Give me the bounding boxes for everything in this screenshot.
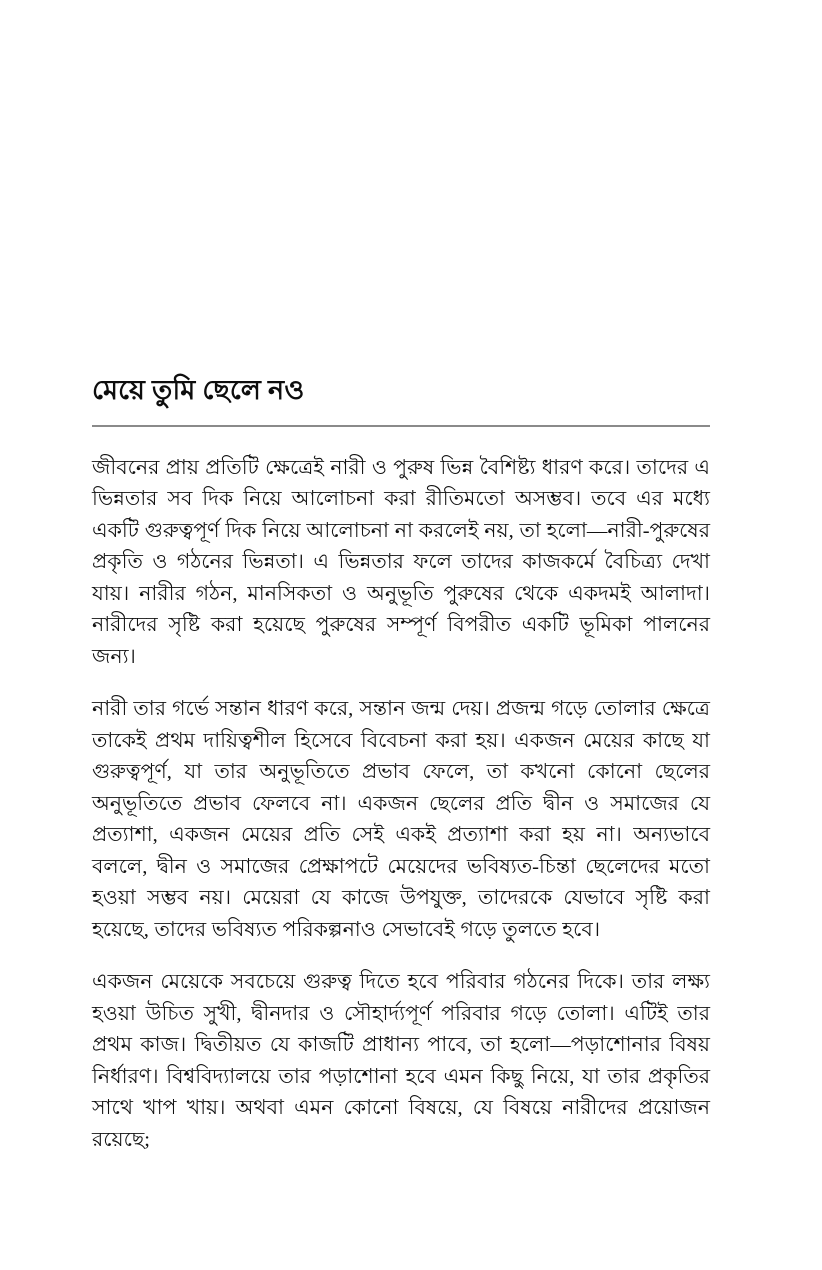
title-divider [92,425,710,427]
page-content [92,374,710,1156]
paragraph: একজন মেয়েকে সবচেয়ে গুরুত্ব দিতে হবে পরিবার গঠনের দিকে। তার লক্ষ্য হওয়া উচিত সুখী, দ্বীনদার ও সৌহার্দ্যপূর্ণ পরিবার গড়ে তোলা। এটিই তার প্রথম কাজ। দ্বিতীয়ত যে কাজটি প্রাধান্য পাবে, তা হলো—পড়াশোনার বিষয় নির্ধারণ। বিশ্ববিদ্যালয়ে তার পড়াশোনা হবে এমন কিছু নিয়ে, যা তার প্রকৃতির সাথে খাপ খায়। অথবা এমন কোনো বিষয়ে, যে বিষয়ে নারীদের প্রয়োজন রয়েছে; [92,971,710,1151]
paragraph: নারী তার গর্ভে সন্তান ধারণ করে, সন্তান জন্ম দেয়। প্রজন্ম গড়ে তোলার ক্ষেত্রে তাকেই প্রথম দায়িত্বশীল হিসেবে বিবেচনা করা হয়। একজন মেয়ের কাছে যা গুরুত্বপূর্ণ, যা তার অনুভূতিতে প্রভাব ফেলে, তা কখনো কোনো ছেলের অনুভূতিতে প্রভাব ফেলবে না। একজন ছেলের প্রতি দ্বীন ও সমাজের যে প্রত্যাশা, একজন মেয়ের প্রতি সেই একই প্রত্যাশা করা হয় না। অন্যভাবে বললে, দ্বীন ও সমাজের প্রেক্ষাপটে মেয়েদের ভবিষ্যত-চিন্তা ছেলেদের মতো হওয়া সম্ভব নয়। মেয়েরা যে কাজে উপযুক্ত, তাদেরকে যেভাবে সৃষ্টি করা হয়েছে, তাদের ভবিষ্যত পরিকল্পনাও সেভাবেই গড়ে তুলতে হবে। [92,698,710,941]
page-title: মেয়ে তুমি ছেলে নও [92,375,305,405]
body-text [92,453,710,1157]
paragraph: জীবনের প্রায় প্রতিটি ক্ষেত্রেই নারী ও পুরুষ ভিন্ন বৈশিষ্ট্য ধারণ করে। তাদের এ ভিন্নতার সব দিক নিয়ে আলোচনা করা রীতিমতো অসম্ভব। তবে এর মধ্যে একটি গুরুত্বপূর্ণ দিক নিয়ে আলোচনা না করলেই নয়, তা হলো—নারী-পুরুষের প্রকৃতি ও গঠনের ভিন্নতা। এ ভিন্নতার ফলে তাদের কাজকর্মে বৈচিত্র্য দেখা যায়। নারীর গঠন, মানসিকতা ও অনুভূতি পুরুষের থেকে একদমই আলাদা। নারীদের সৃষ্টি করা হয়েছে পুরুষের সম্পূর্ণ বিপরীত একটি ভূমিকা পালনের জন্য। [92,456,710,668]
